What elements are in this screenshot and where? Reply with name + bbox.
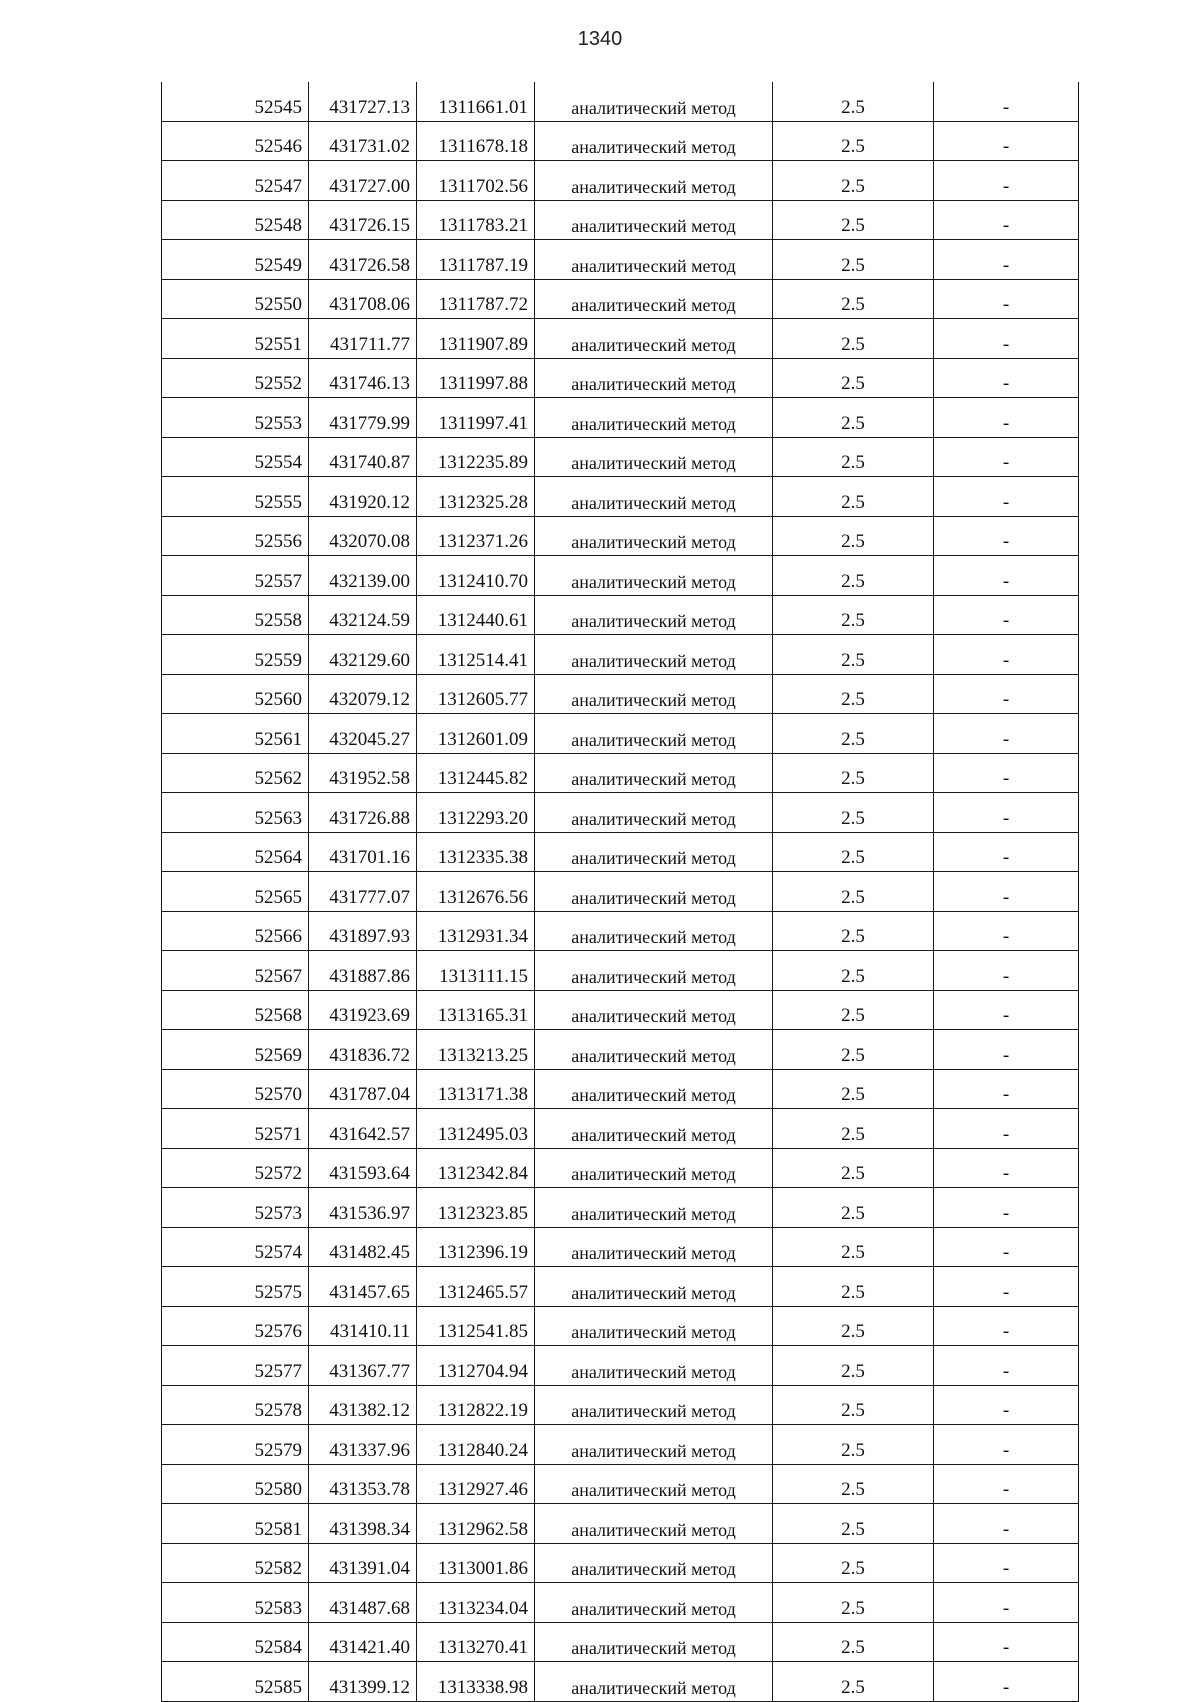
note-cell: -	[934, 1306, 1079, 1346]
table-row	[162, 872, 1079, 912]
method-cell: аналитический метод	[535, 951, 773, 991]
x-coordinate-cell: 431398.34	[309, 1504, 417, 1544]
point-number-cell: 52584	[162, 1622, 309, 1662]
y-coordinate-cell: 1312445.82	[417, 753, 535, 793]
y-coordinate-cell: 1312840.24	[417, 1425, 535, 1465]
table-row	[162, 1464, 1079, 1504]
point-number-cell: 52563	[162, 793, 309, 833]
method-cell: аналитический метод	[535, 1504, 773, 1544]
point-number-cell: 52571	[162, 1109, 309, 1149]
page-number: 1340	[577, 28, 623, 50]
y-coordinate-cell: 1312676.56	[417, 872, 535, 912]
note-cell: -	[934, 477, 1079, 517]
note-cell: -	[934, 319, 1079, 359]
x-coordinate-cell: 431726.88	[309, 793, 417, 833]
accuracy-cell: 2.5	[773, 1583, 934, 1623]
y-coordinate-cell: 1312927.46	[417, 1464, 535, 1504]
accuracy-cell: 2.5	[773, 1148, 934, 1188]
accuracy-cell: 2.5	[773, 1109, 934, 1149]
y-coordinate-cell: 1312371.26	[417, 516, 535, 556]
table-row	[162, 1504, 1079, 1544]
note-cell: -	[934, 82, 1079, 121]
method-cell: аналитический метод	[535, 1030, 773, 1070]
method-cell: аналитический метод	[535, 1109, 773, 1149]
y-coordinate-cell: 1312293.20	[417, 793, 535, 833]
x-coordinate-cell: 431779.99	[309, 398, 417, 438]
method-cell: аналитический метод	[535, 793, 773, 833]
x-coordinate-cell: 431399.12	[309, 1662, 417, 1702]
point-number-cell: 52558	[162, 595, 309, 635]
point-number-cell: 52565	[162, 872, 309, 912]
method-cell: аналитический метод	[535, 1622, 773, 1662]
accuracy-cell: 2.5	[773, 477, 934, 517]
method-cell: аналитический метод	[535, 832, 773, 872]
point-number-cell: 52552	[162, 358, 309, 398]
note-cell: -	[934, 753, 1079, 793]
point-number-cell: 52577	[162, 1346, 309, 1386]
y-coordinate-cell: 1311678.18	[417, 121, 535, 161]
method-cell: аналитический метод	[535, 358, 773, 398]
y-coordinate-cell: 1312931.34	[417, 911, 535, 951]
accuracy-cell: 2.5	[773, 161, 934, 201]
table-row	[162, 595, 1079, 635]
accuracy-cell: 2.5	[773, 1069, 934, 1109]
y-coordinate-cell: 1312342.84	[417, 1148, 535, 1188]
point-number-cell: 52568	[162, 990, 309, 1030]
x-coordinate-cell: 431897.93	[309, 911, 417, 951]
accuracy-cell: 2.5	[773, 1622, 934, 1662]
x-coordinate-cell: 432124.59	[309, 595, 417, 635]
accuracy-cell: 2.5	[773, 1188, 934, 1228]
note-cell: -	[934, 595, 1079, 635]
x-coordinate-cell: 431726.58	[309, 240, 417, 280]
table-row	[162, 1385, 1079, 1425]
method-cell: аналитический метод	[535, 477, 773, 517]
y-coordinate-cell: 1312335.38	[417, 832, 535, 872]
point-number-cell: 52578	[162, 1385, 309, 1425]
note-cell: -	[934, 1069, 1079, 1109]
table-row	[162, 279, 1079, 319]
point-number-cell: 52550	[162, 279, 309, 319]
table-row	[162, 516, 1079, 556]
table-row	[162, 1030, 1079, 1070]
accuracy-cell: 2.5	[773, 1385, 934, 1425]
accuracy-cell: 2.5	[773, 595, 934, 635]
method-cell: аналитический метод	[535, 1543, 773, 1583]
x-coordinate-cell: 431337.96	[309, 1425, 417, 1465]
x-coordinate-cell: 431410.11	[309, 1306, 417, 1346]
note-cell: -	[934, 1148, 1079, 1188]
y-coordinate-cell: 1311783.21	[417, 200, 535, 240]
x-coordinate-cell: 431726.15	[309, 200, 417, 240]
point-number-cell: 52556	[162, 516, 309, 556]
x-coordinate-cell: 432070.08	[309, 516, 417, 556]
note-cell: -	[934, 1346, 1079, 1386]
note-cell: -	[934, 1188, 1079, 1228]
note-cell: -	[934, 635, 1079, 675]
point-number-cell: 52580	[162, 1464, 309, 1504]
table-row	[162, 1188, 1079, 1228]
point-number-cell: 52570	[162, 1069, 309, 1109]
accuracy-cell: 2.5	[773, 240, 934, 280]
table-row	[162, 1306, 1079, 1346]
accuracy-cell: 2.5	[773, 516, 934, 556]
table-row	[162, 832, 1079, 872]
note-cell: -	[934, 1464, 1079, 1504]
note-cell: -	[934, 358, 1079, 398]
y-coordinate-cell: 1312465.57	[417, 1267, 535, 1307]
table-row	[162, 240, 1079, 280]
point-number-cell: 52562	[162, 753, 309, 793]
table-row	[162, 1425, 1079, 1465]
point-number-cell: 52569	[162, 1030, 309, 1070]
x-coordinate-cell: 432045.27	[309, 714, 417, 754]
point-number-cell: 52547	[162, 161, 309, 201]
note-cell: -	[934, 1622, 1079, 1662]
point-number-cell: 52573	[162, 1188, 309, 1228]
method-cell: аналитический метод	[535, 753, 773, 793]
note-cell: -	[934, 714, 1079, 754]
accuracy-cell: 2.5	[773, 1227, 934, 1267]
method-cell: аналитический метод	[535, 1583, 773, 1623]
method-cell: аналитический метод	[535, 1346, 773, 1386]
note-cell: -	[934, 1267, 1079, 1307]
point-number-cell: 52572	[162, 1148, 309, 1188]
note-cell: -	[934, 1227, 1079, 1267]
accuracy-cell: 2.5	[773, 279, 934, 319]
x-coordinate-cell: 431353.78	[309, 1464, 417, 1504]
x-coordinate-cell: 432129.60	[309, 635, 417, 675]
x-coordinate-cell: 431482.45	[309, 1227, 417, 1267]
method-cell: аналитический метод	[535, 1425, 773, 1465]
method-cell: аналитический метод	[535, 1464, 773, 1504]
x-coordinate-cell: 431740.87	[309, 437, 417, 477]
method-cell: аналитический метод	[535, 872, 773, 912]
note-cell: -	[934, 1662, 1079, 1702]
accuracy-cell: 2.5	[773, 437, 934, 477]
point-number-cell: 52560	[162, 674, 309, 714]
method-cell: аналитический метод	[535, 82, 773, 121]
table-row	[162, 674, 1079, 714]
point-number-cell: 52583	[162, 1583, 309, 1623]
point-number-cell: 52557	[162, 556, 309, 596]
method-cell: аналитический метод	[535, 200, 773, 240]
accuracy-cell: 2.5	[773, 714, 934, 754]
accuracy-cell: 2.5	[773, 358, 934, 398]
table-row	[162, 437, 1079, 477]
y-coordinate-cell: 1311997.41	[417, 398, 535, 438]
method-cell: аналитический метод	[535, 1069, 773, 1109]
accuracy-cell: 2.5	[773, 1267, 934, 1307]
x-coordinate-cell: 431382.12	[309, 1385, 417, 1425]
method-cell: аналитический метод	[535, 635, 773, 675]
note-cell: -	[934, 1425, 1079, 1465]
y-coordinate-cell: 1313234.04	[417, 1583, 535, 1623]
x-coordinate-cell: 431421.40	[309, 1622, 417, 1662]
point-number-cell: 52574	[162, 1227, 309, 1267]
x-coordinate-cell: 431391.04	[309, 1543, 417, 1583]
y-coordinate-cell: 1313165.31	[417, 990, 535, 1030]
table-row	[162, 1148, 1079, 1188]
table-row	[162, 1109, 1079, 1149]
x-coordinate-cell: 431367.77	[309, 1346, 417, 1386]
x-coordinate-cell: 431727.13	[309, 82, 417, 121]
y-coordinate-cell: 1312605.77	[417, 674, 535, 714]
accuracy-cell: 2.5	[773, 398, 934, 438]
method-cell: аналитический метод	[535, 990, 773, 1030]
note-cell: -	[934, 832, 1079, 872]
x-coordinate-cell: 431642.57	[309, 1109, 417, 1149]
method-cell: аналитический метод	[535, 911, 773, 951]
y-coordinate-cell: 1313270.41	[417, 1622, 535, 1662]
method-cell: аналитический метод	[535, 279, 773, 319]
y-coordinate-cell: 1313213.25	[417, 1030, 535, 1070]
note-cell: -	[934, 1385, 1079, 1425]
accuracy-cell: 2.5	[773, 1543, 934, 1583]
point-number-cell: 52553	[162, 398, 309, 438]
x-coordinate-cell: 431952.58	[309, 753, 417, 793]
note-cell: -	[934, 240, 1079, 280]
table-row	[162, 1622, 1079, 1662]
method-cell: аналитический метод	[535, 1188, 773, 1228]
table-row	[162, 1267, 1079, 1307]
accuracy-cell: 2.5	[773, 556, 934, 596]
table-row	[162, 635, 1079, 675]
point-number-cell: 52566	[162, 911, 309, 951]
accuracy-cell: 2.5	[773, 1504, 934, 1544]
accuracy-cell: 2.5	[773, 1306, 934, 1346]
note-cell: -	[934, 872, 1079, 912]
method-cell: аналитический метод	[535, 556, 773, 596]
x-coordinate-cell: 431777.07	[309, 872, 417, 912]
method-cell: аналитический метод	[535, 161, 773, 201]
y-coordinate-cell: 1311661.01	[417, 82, 535, 121]
point-number-cell: 52564	[162, 832, 309, 872]
method-cell: аналитический метод	[535, 1385, 773, 1425]
table-row	[162, 1543, 1079, 1583]
accuracy-cell: 2.5	[773, 200, 934, 240]
point-number-cell: 52554	[162, 437, 309, 477]
point-number-cell: 52576	[162, 1306, 309, 1346]
x-coordinate-cell: 431887.86	[309, 951, 417, 991]
method-cell: аналитический метод	[535, 1227, 773, 1267]
x-coordinate-cell: 431457.65	[309, 1267, 417, 1307]
note-cell: -	[934, 674, 1079, 714]
table-row	[162, 398, 1079, 438]
table-row	[162, 990, 1079, 1030]
y-coordinate-cell: 1312541.85	[417, 1306, 535, 1346]
note-cell: -	[934, 1543, 1079, 1583]
x-coordinate-cell: 431708.06	[309, 279, 417, 319]
y-coordinate-cell: 1312325.28	[417, 477, 535, 517]
x-coordinate-cell: 431593.64	[309, 1148, 417, 1188]
note-cell: -	[934, 951, 1079, 991]
accuracy-cell: 2.5	[773, 911, 934, 951]
note-cell: -	[934, 1030, 1079, 1070]
note-cell: -	[934, 279, 1079, 319]
y-coordinate-cell: 1311997.88	[417, 358, 535, 398]
point-number-cell: 52545	[162, 82, 309, 121]
y-coordinate-cell: 1311907.89	[417, 319, 535, 359]
y-coordinate-cell: 1312514.41	[417, 635, 535, 675]
accuracy-cell: 2.5	[773, 121, 934, 161]
method-cell: аналитический метод	[535, 1306, 773, 1346]
method-cell: аналитический метод	[535, 714, 773, 754]
y-coordinate-cell: 1313111.15	[417, 951, 535, 991]
accuracy-cell: 2.5	[773, 1346, 934, 1386]
point-number-cell: 52559	[162, 635, 309, 675]
y-coordinate-cell: 1312323.85	[417, 1188, 535, 1228]
table-row	[162, 1662, 1079, 1702]
x-coordinate-cell: 432139.00	[309, 556, 417, 596]
method-cell: аналитический метод	[535, 437, 773, 477]
y-coordinate-cell: 1312396.19	[417, 1227, 535, 1267]
y-coordinate-cell: 1312410.70	[417, 556, 535, 596]
x-coordinate-cell: 431731.02	[309, 121, 417, 161]
point-number-cell: 52561	[162, 714, 309, 754]
table-row	[162, 1583, 1079, 1623]
note-cell: -	[934, 161, 1079, 201]
accuracy-cell: 2.5	[773, 82, 934, 121]
point-number-cell: 52555	[162, 477, 309, 517]
note-cell: -	[934, 1504, 1079, 1544]
note-cell: -	[934, 516, 1079, 556]
table-row	[162, 1069, 1079, 1109]
x-coordinate-cell: 431701.16	[309, 832, 417, 872]
table-row	[162, 358, 1079, 398]
table-row	[162, 82, 1079, 121]
accuracy-cell: 2.5	[773, 990, 934, 1030]
method-cell: аналитический метод	[535, 595, 773, 635]
table-row	[162, 951, 1079, 991]
method-cell: аналитический метод	[535, 674, 773, 714]
accuracy-cell: 2.5	[773, 635, 934, 675]
note-cell: -	[934, 1109, 1079, 1149]
note-cell: -	[934, 990, 1079, 1030]
table-row	[162, 200, 1079, 240]
y-coordinate-cell: 1311787.72	[417, 279, 535, 319]
table-row	[162, 793, 1079, 833]
x-coordinate-cell: 431711.77	[309, 319, 417, 359]
accuracy-cell: 2.5	[773, 1662, 934, 1702]
accuracy-cell: 2.5	[773, 1425, 934, 1465]
accuracy-cell: 2.5	[773, 753, 934, 793]
table-row	[162, 1346, 1079, 1386]
accuracy-cell: 2.5	[773, 951, 934, 991]
table-row	[162, 121, 1079, 161]
note-cell: -	[934, 793, 1079, 833]
note-cell: -	[934, 398, 1079, 438]
table-row	[162, 556, 1079, 596]
accuracy-cell: 2.5	[773, 1464, 934, 1504]
x-coordinate-cell: 431727.00	[309, 161, 417, 201]
coordinates-table-body	[162, 82, 1079, 1701]
point-number-cell: 52551	[162, 319, 309, 359]
y-coordinate-cell: 1312235.89	[417, 437, 535, 477]
point-number-cell: 52575	[162, 1267, 309, 1307]
point-number-cell: 52581	[162, 1504, 309, 1544]
y-coordinate-cell: 1312962.58	[417, 1504, 535, 1544]
method-cell: аналитический метод	[535, 240, 773, 280]
accuracy-cell: 2.5	[773, 872, 934, 912]
table-row	[162, 161, 1079, 201]
accuracy-cell: 2.5	[773, 832, 934, 872]
note-cell: -	[934, 437, 1079, 477]
method-cell: аналитический метод	[535, 1267, 773, 1307]
point-number-cell: 52567	[162, 951, 309, 991]
table-row	[162, 477, 1079, 517]
y-coordinate-cell: 1313338.98	[417, 1662, 535, 1702]
table-row	[162, 753, 1079, 793]
table-row	[162, 911, 1079, 951]
method-cell: аналитический метод	[535, 1662, 773, 1702]
method-cell: аналитический метод	[535, 398, 773, 438]
x-coordinate-cell: 431923.69	[309, 990, 417, 1030]
y-coordinate-cell: 1311787.19	[417, 240, 535, 280]
table-row	[162, 319, 1079, 359]
x-coordinate-cell: 431920.12	[309, 477, 417, 517]
y-coordinate-cell: 1311702.56	[417, 161, 535, 201]
y-coordinate-cell: 1313171.38	[417, 1069, 535, 1109]
coordinates-table	[161, 82, 1079, 1702]
point-number-cell: 52585	[162, 1662, 309, 1702]
point-number-cell: 52582	[162, 1543, 309, 1583]
table-row	[162, 1227, 1079, 1267]
y-coordinate-cell: 1312704.94	[417, 1346, 535, 1386]
x-coordinate-cell: 431746.13	[309, 358, 417, 398]
accuracy-cell: 2.5	[773, 1030, 934, 1070]
table-row	[162, 714, 1079, 754]
note-cell: -	[934, 556, 1079, 596]
point-number-cell: 52579	[162, 1425, 309, 1465]
note-cell: -	[934, 200, 1079, 240]
x-coordinate-cell: 432079.12	[309, 674, 417, 714]
y-coordinate-cell: 1312601.09	[417, 714, 535, 754]
point-number-cell: 52548	[162, 200, 309, 240]
method-cell: аналитический метод	[535, 1148, 773, 1188]
method-cell: аналитический метод	[535, 516, 773, 556]
y-coordinate-cell: 1313001.86	[417, 1543, 535, 1583]
x-coordinate-cell: 431536.97	[309, 1188, 417, 1228]
y-coordinate-cell: 1312822.19	[417, 1385, 535, 1425]
accuracy-cell: 2.5	[773, 674, 934, 714]
accuracy-cell: 2.5	[773, 793, 934, 833]
y-coordinate-cell: 1312495.03	[417, 1109, 535, 1149]
y-coordinate-cell: 1312440.61	[417, 595, 535, 635]
point-number-cell: 52549	[162, 240, 309, 280]
note-cell: -	[934, 911, 1079, 951]
method-cell: аналитический метод	[535, 319, 773, 359]
accuracy-cell: 2.5	[773, 319, 934, 359]
x-coordinate-cell: 431487.68	[309, 1583, 417, 1623]
note-cell: -	[934, 1583, 1079, 1623]
x-coordinate-cell: 431836.72	[309, 1030, 417, 1070]
note-cell: -	[934, 121, 1079, 161]
x-coordinate-cell: 431787.04	[309, 1069, 417, 1109]
method-cell: аналитический метод	[535, 121, 773, 161]
point-number-cell: 52546	[162, 121, 309, 161]
